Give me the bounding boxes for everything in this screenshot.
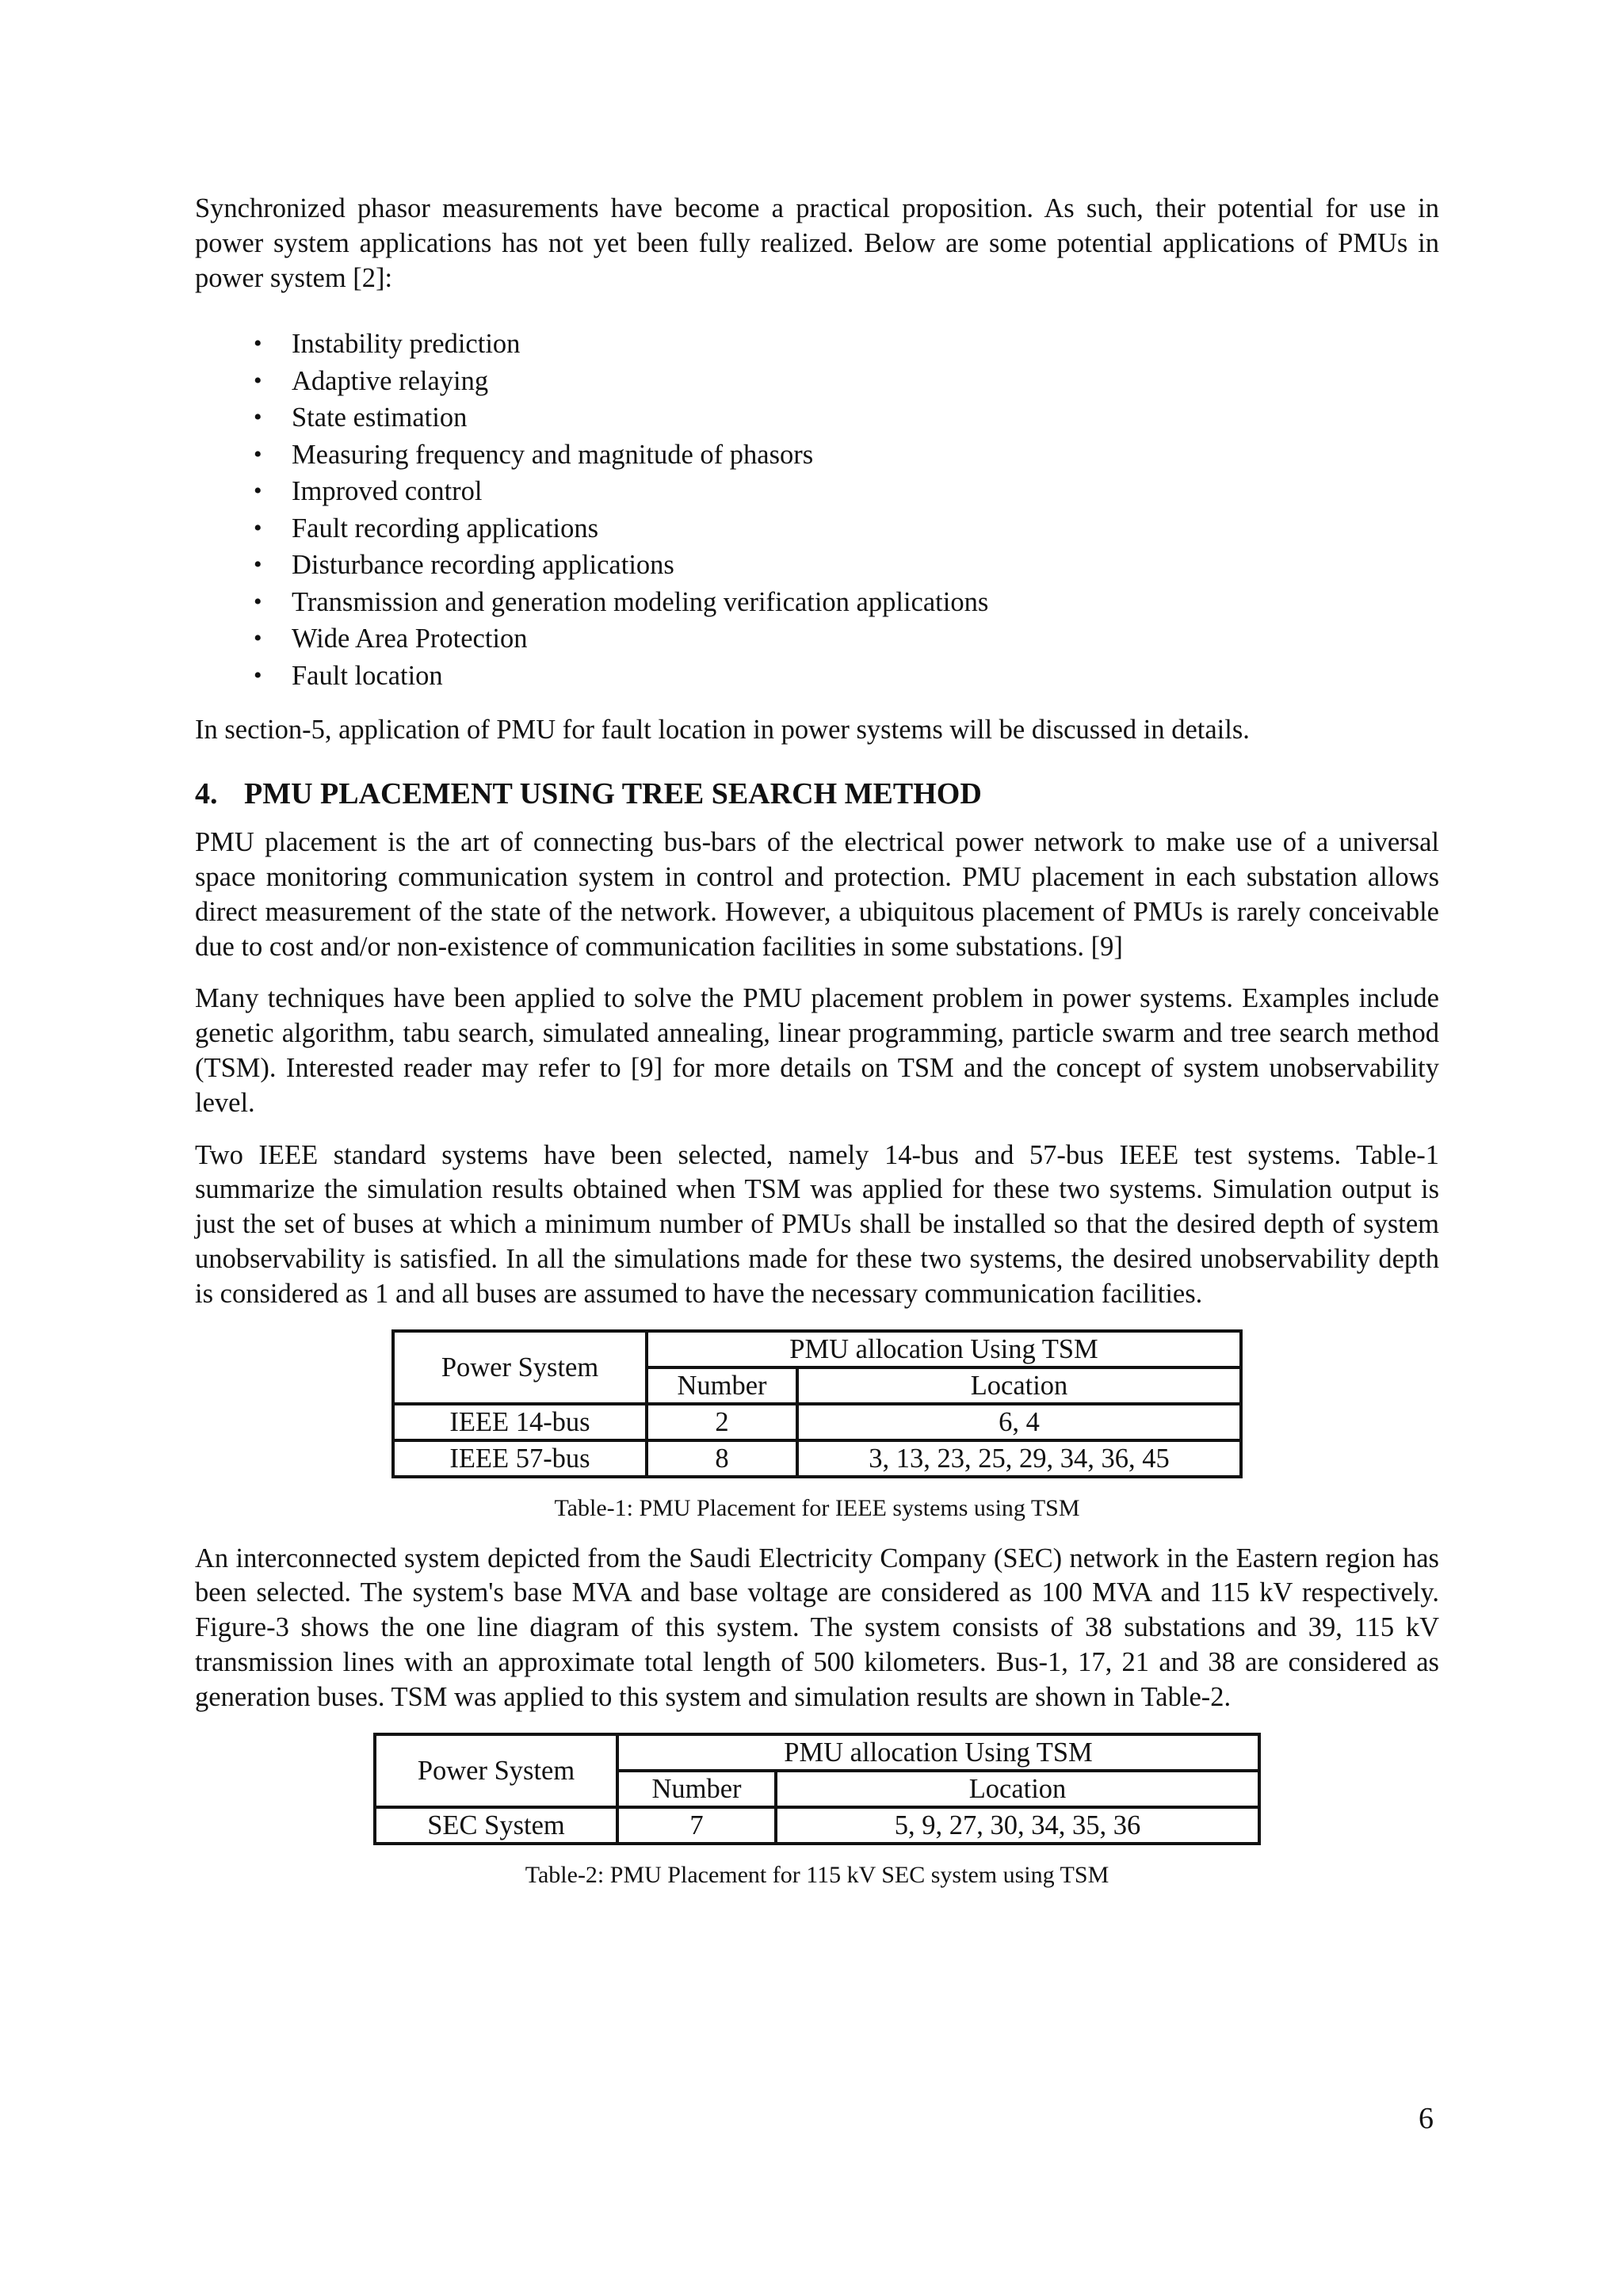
intro-paragraph: Synchronized phasor measurements have become a practical proposition. As such, their potential for use in power system applications has not yet been fully realized. Below are some potential applications of PMUs in power system [2]:	[195, 193, 1439, 293]
bullet-icon: •	[254, 367, 262, 394]
bullet-icon: •	[254, 404, 262, 431]
table-1-caption: Table-1: PMU Placement for IEEE systems using TSM	[554, 1494, 1080, 1521]
list-item: • Disturbance recording applications	[195, 547, 1439, 584]
list-item: • Wide Area Protection	[195, 620, 1439, 658]
bullet-icon: •	[254, 662, 262, 688]
table-cell-number: 8	[647, 1440, 797, 1477]
list-item: • Instability prediction	[195, 326, 1439, 363]
table-cell-number: 2	[647, 1404, 797, 1440]
table-row	[375, 1807, 1259, 1844]
table-header-number: Number	[647, 1367, 797, 1404]
table-2	[373, 1733, 1261, 1845]
bullet-icon: •	[254, 330, 262, 357]
bullet-icon: •	[254, 478, 262, 505]
bullet-icon: •	[254, 514, 262, 541]
list-item: • Measuring frequency and magnitude of phasors	[195, 437, 1439, 474]
paragraph-ieee-systems: Two IEEE standard systems have been selected, namely 14-bus and 57-bus IEEE test systems. Table-1 summarize the simulation results obtained when TSM was applied for these two systems. Simulation output is just the set of buses at which a minimum number of PMUs shall be installed so that the desired depth of system unobservability is satisfied. In all the simulations made for these two systems, the desired unobservability depth is considered as 1 and all buses are assumed to have the necessary communication facilities.	[195, 1139, 1439, 1309]
table-cell-location: 6, 4	[797, 1404, 1241, 1440]
applications-list	[195, 326, 1439, 694]
section-number: 4.	[195, 777, 218, 811]
table-row	[393, 1404, 1241, 1440]
page-number: 6	[1419, 2102, 1434, 2135]
page-content	[195, 192, 1439, 1909]
list-item: • Improved control	[195, 473, 1439, 510]
bullet-icon: •	[254, 625, 262, 652]
table-header-pmu-allocation: PMU allocation Using TSM	[647, 1331, 1241, 1367]
list-item: • Fault location	[195, 658, 1439, 695]
paragraph-sec-system: An interconnected system depicted from the Saudi Electricity Company (SEC) network in the Eastern region has been selected. The system's base MVA and base voltage are considered as 100 MVA and 115 kV respectively. Figure-3 shows the one line diagram of this system. The system consists of 38 substations and 39, 115 kV transmission lines with an approximate total length of 500 kilometers. Bus-1, 17, 21 and 38 are considered as generation buses. TSM was applied to this system and simulation results are shown in Table-2.	[195, 1543, 1439, 1712]
table-2-caption: Table-2: PMU Placement for 115 kV SEC system using TSM	[525, 1861, 1109, 1888]
table-cell-system: IEEE 57-bus	[393, 1440, 647, 1477]
bullet-icon: •	[254, 588, 262, 615]
table-cell-system: IEEE 14-bus	[393, 1404, 647, 1440]
table-header-location: Location	[776, 1771, 1259, 1807]
table-cell-number: 7	[617, 1807, 776, 1844]
list-item: • Fault recording applications	[195, 510, 1439, 547]
list-item: • State estimation	[195, 399, 1439, 437]
list-item: • Adaptive relaying	[195, 363, 1439, 400]
table-header-location: Location	[797, 1367, 1241, 1404]
table-header-power-system: Power System	[375, 1734, 617, 1807]
bullet-icon: •	[254, 551, 262, 578]
section-title: PMU PLACEMENT USING TREE SEARCH METHOD	[244, 777, 982, 811]
table-row	[393, 1440, 1241, 1477]
section-heading	[195, 775, 1439, 813]
table-cell-location: 3, 13, 23, 25, 29, 34, 36, 45	[797, 1440, 1241, 1477]
paragraph-pmu-placement: PMU placement is the art of connecting bus-bars of the electrical power network to make use of a universal space monitoring communication system in control and protection. PMU placement in each substation allows direct measurement of the state of the network. However, a ubiquitous placement of PMUs is rarely conceivable due to cost and/or non-existence of communication facilities in some substations. [9]	[195, 827, 1439, 962]
paragraph-techniques: Many techniques have been applied to solve the PMU placement problem in power systems. Examples include genetic algorithm, tabu search, simulated annealing, linear programming, particle swarm and tree search method (TSM). Interested reader may refer to [9] for more details on TSM and the concept of system unobservability level.	[195, 983, 1439, 1118]
list-item: • Transmission and generation modeling verification applications	[195, 584, 1439, 621]
table-header-number: Number	[617, 1771, 776, 1807]
bullet-icon: •	[254, 441, 262, 467]
table-header-power-system: Power System	[393, 1331, 647, 1404]
table-cell-location: 5, 9, 27, 30, 34, 35, 36	[776, 1807, 1259, 1844]
table-cell-system: SEC System	[375, 1807, 617, 1844]
table-1	[391, 1329, 1243, 1478]
table-header-pmu-allocation: PMU allocation Using TSM	[617, 1734, 1259, 1771]
section5-note: In section-5, application of PMU for fault location in power systems will be discussed in details.	[195, 715, 1250, 746]
